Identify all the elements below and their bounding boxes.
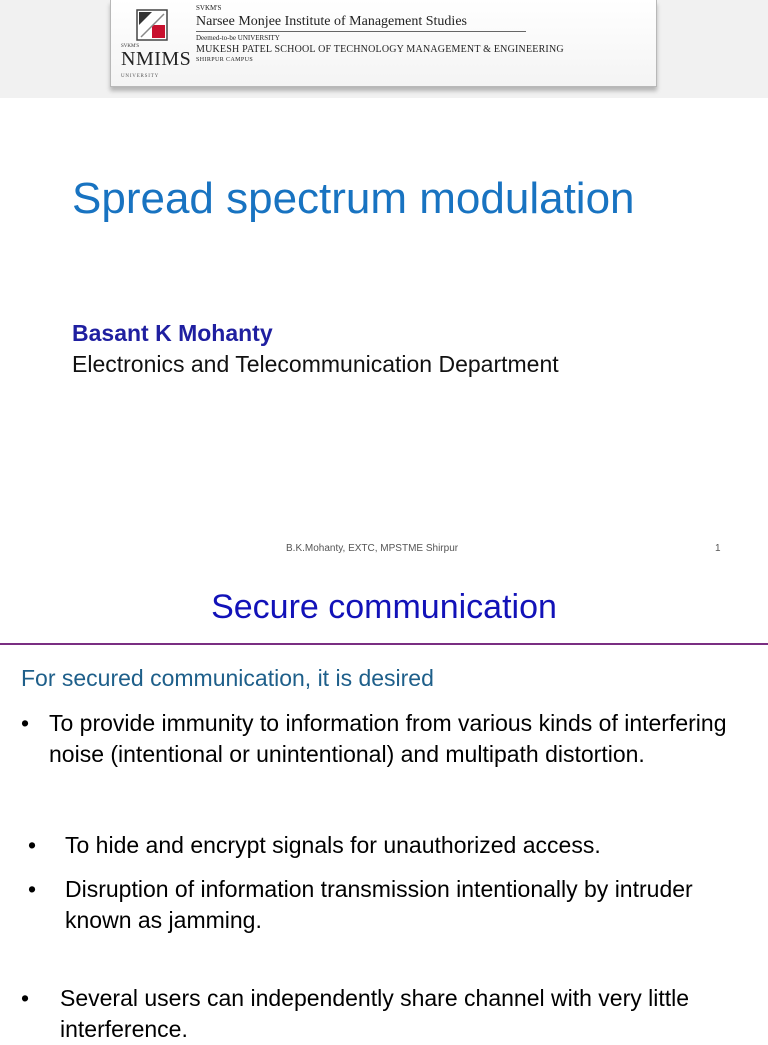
slide-title: Secure communication: [211, 588, 557, 626]
banner-institute-name: Narsee Monjee Institute of Management Studies: [196, 14, 467, 29]
slide-title: Spread spectrum modulation: [72, 174, 635, 223]
content-slide: [0, 568, 768, 1042]
bullet-text: Disruption of information transmission intentionally by intruder known as jamming.: [65, 876, 693, 933]
logo-nmims-text: NMIMS: [121, 48, 192, 70]
bullet-icon: •: [21, 710, 30, 736]
crest-icon: [135, 8, 169, 42]
bullet-text: To hide and encrypt signals for unauthorized access.: [65, 832, 601, 858]
title-divider: [0, 643, 768, 645]
slide-footer: [0, 543, 768, 555]
banner-svkm: SVKM'S: [196, 4, 222, 12]
footer-credit: B.K.Mohanty, EXTC, MPSTME Shirpur: [286, 543, 459, 554]
nmims-logo: [121, 6, 193, 82]
bullet-text: Several users can independently share channel with very little interference.: [60, 985, 690, 1042]
banner-rule: [196, 31, 526, 32]
page-number: 1: [715, 543, 721, 554]
logo-svkm-text: SVKM'S: [121, 44, 140, 49]
intro-text: For secured communication, it is desired: [21, 665, 434, 691]
banner-deemed: Deemed-to-be UNIVERSITY: [196, 34, 280, 42]
bullet-icon: •: [21, 985, 30, 1011]
author-name: Basant K Mohanty: [72, 320, 273, 346]
banner-school-name: MUKESH PATEL SCHOOL OF TECHNOLOGY MANAGEMENT & ENGINEERING: [196, 44, 564, 55]
institute-banner: [110, 0, 657, 87]
bullet-icon: •: [28, 832, 37, 858]
bullet-icon: •: [28, 876, 37, 902]
banner-text: [196, 4, 651, 64]
department-name: Electronics and Telecommunication Department: [72, 351, 559, 377]
bullet-text: To provide immunity to information from various kinds of interfering noise (intentional or unintentional) and multipath distortion.: [49, 710, 727, 767]
logo-university-text: UNIVERSITY: [121, 74, 159, 79]
banner-campus: SHIRPUR CAMPUS: [196, 57, 254, 63]
